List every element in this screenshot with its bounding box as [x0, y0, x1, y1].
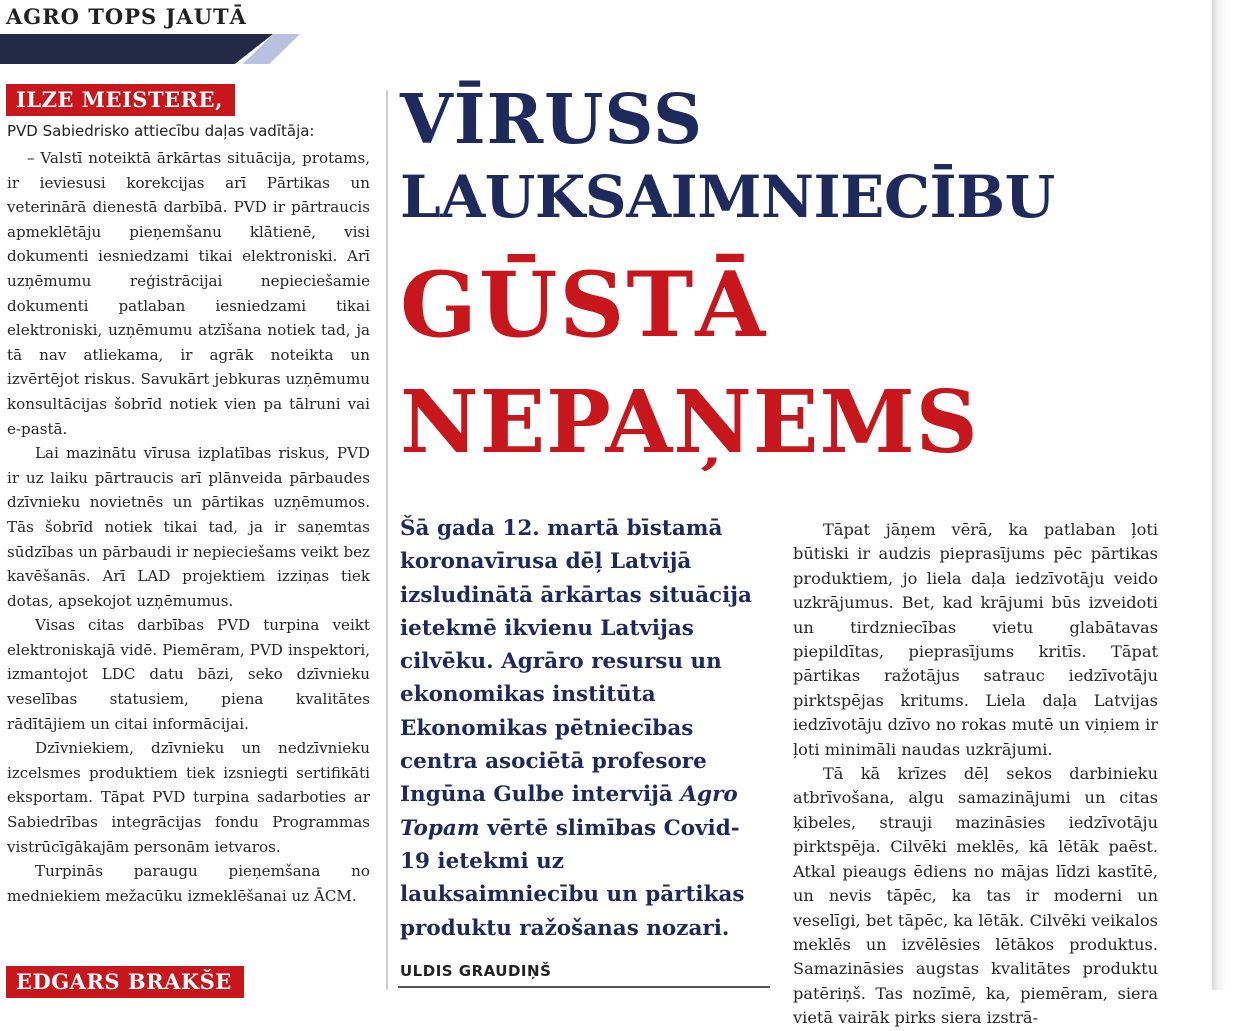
body-paragraph: Tāpat jāņem vērā, ka patlaban ļoti būtiski ir audzis pieprasījums pēc pārtikas produktiem, jo liela daļa iedzīvotāju veido uzkrājumus. Bet, kad krājumi būs izveidoti un tirdzniecības vietu glabātavas piepildītas, pieprasījums kritīs. Tāpat pārtikas ražotājus satrauc iedzīvotāju pirktspējas kritums. Liela daļa Latvijas iedzīvotāju dzīvo no rokas mutē un viņiem ir ļoti minimāli naudas uzkrājumi. [793, 520, 1158, 759]
lead-text: Šā gada 12. martā bīstamā koronavīrusa dēļ Latvijā izsludinātā ārkārtas situācija ietekmē ikvienu Latvijas cilvēku. Agrāro resursu un ekonomikas institūta Ekonomikas pētniecības centra asociētā profesore Ingūna Gulbe intervijā [400, 516, 752, 808]
article-lead [400, 512, 760, 945]
section-header-bar [0, 34, 273, 64]
headline-line-4: NEPAŅEMS [400, 372, 979, 473]
headline-line-3: GŪSTĀ [400, 252, 768, 358]
next-interviewee-name-banner: EDGARS BRAKŠE [6, 966, 244, 998]
interviewee-role: PVD Sabiedrisko attiecību daļas vadītāja: [7, 122, 315, 140]
left-paragraph: Dzīvniekiem, dzīvnieku un nedzīvnieku izcelsmes produktiem tiek izsniegti sertifikāti eksportam. Tāpat PVD turpina sadarboties ar Sabiedrības integrācijas fondu Programmas vistrūcīgākajām personām ietvaros. [7, 739, 370, 856]
interviewee-name-banner: ILZE MEISTERE, [6, 84, 235, 116]
lead-publication-name: Agro Topam [400, 782, 738, 841]
byline-rule [398, 986, 770, 988]
lead-text-end: vērtē slimības Covid-19 ietekmi uz lauksaimniecību un pārtikas produktu ražošanas nozari. [400, 815, 745, 941]
body-paragraph: Tā kā krīzes dēļ sekos darbinieku atbrīvošana, algu samazinājumi un citas ķibeles, strauji mazināsies iedzīvotāju pirktspēja. Cilvēki meklēs, kā lētāk paēst. Atkal pieaugs ēdiens no mājas līdzi kastītē, un nevis tāpēc, ka tas ir moderni un veselīgi, bet tāpēc, ka lētāk. Cilvēki veikalos meklēs un izvēlēsies lētākos produktus. Samazināsies augstas kvalitātes produktu patēriņš. Tas nozīmē, ka, piemēram, siera vietā vairāk pirks siera izstrā- [793, 764, 1158, 1028]
left-paragraph: Visas citas darbības PVD turpina veikt elektroniskajā vidē. Piemēram, PVD inspektori, izmantojot LDC datu bāzi, seko dzīvnieku veselības statusiem, piena kvalitātes rādītājiem un citai informācijai. [7, 616, 370, 733]
page-edge-shadow [1212, 0, 1243, 990]
article-byline: ULDIS GRAUDIŅŠ [400, 962, 552, 980]
column-divider [386, 90, 388, 990]
left-paragraph: Lai mazinātu vīrusa izplatības riskus, PVD ir uz laiku pārtraucis arī plānveida pārbaudes dzīvnieku novietnēs un pārtikas uzņēmumos. Tās šobrīd notiek tikai tad, ja ir saņemtas sūdzības un pārbaudi ir nepieciešams veikt bez kavēšanās. Arī LAD projektiem izziņas tiek dotas, apsekojot uzņēmumus. [7, 444, 370, 610]
headline-line-2: LAUKSAIMNIECĪBU [400, 163, 1055, 231]
headline-line-1: VĪRUSS [400, 80, 704, 160]
left-paragraph: – Valstī noteiktā ārkārtas situācija, protams, ir ieviesusi korekcijas arī Pārtikas un veterinārā dienestā darbībā. PVD ir pārtraucis apmeklētāju pieņemšanu klātienē, visi dokumenti iesniedzami tikai elektroniski. Arī uzņēmumu reģistrācijai nepieciešamie dokumenti patlaban iesniedzami tikai elektroniski, uzņēmumu atzīšana notiek tad, ja tā nav atliekama, ir agrāk noteikta un izvērtējot riskus. Savukārt jebkuras uzņēmumu konsultācijas šobrīd notiek vien pa tālruni vai e-pastā. [7, 149, 370, 438]
left-column-text [7, 146, 370, 908]
left-paragraph: Turpinās paraugu pieņemšana no medniekiem mežacūku izmeklēšanai uz ĀCM. [7, 862, 370, 905]
section-label: AGRO TOPS JAUTĀ [6, 4, 247, 29]
right-column-text [793, 518, 1158, 1031]
